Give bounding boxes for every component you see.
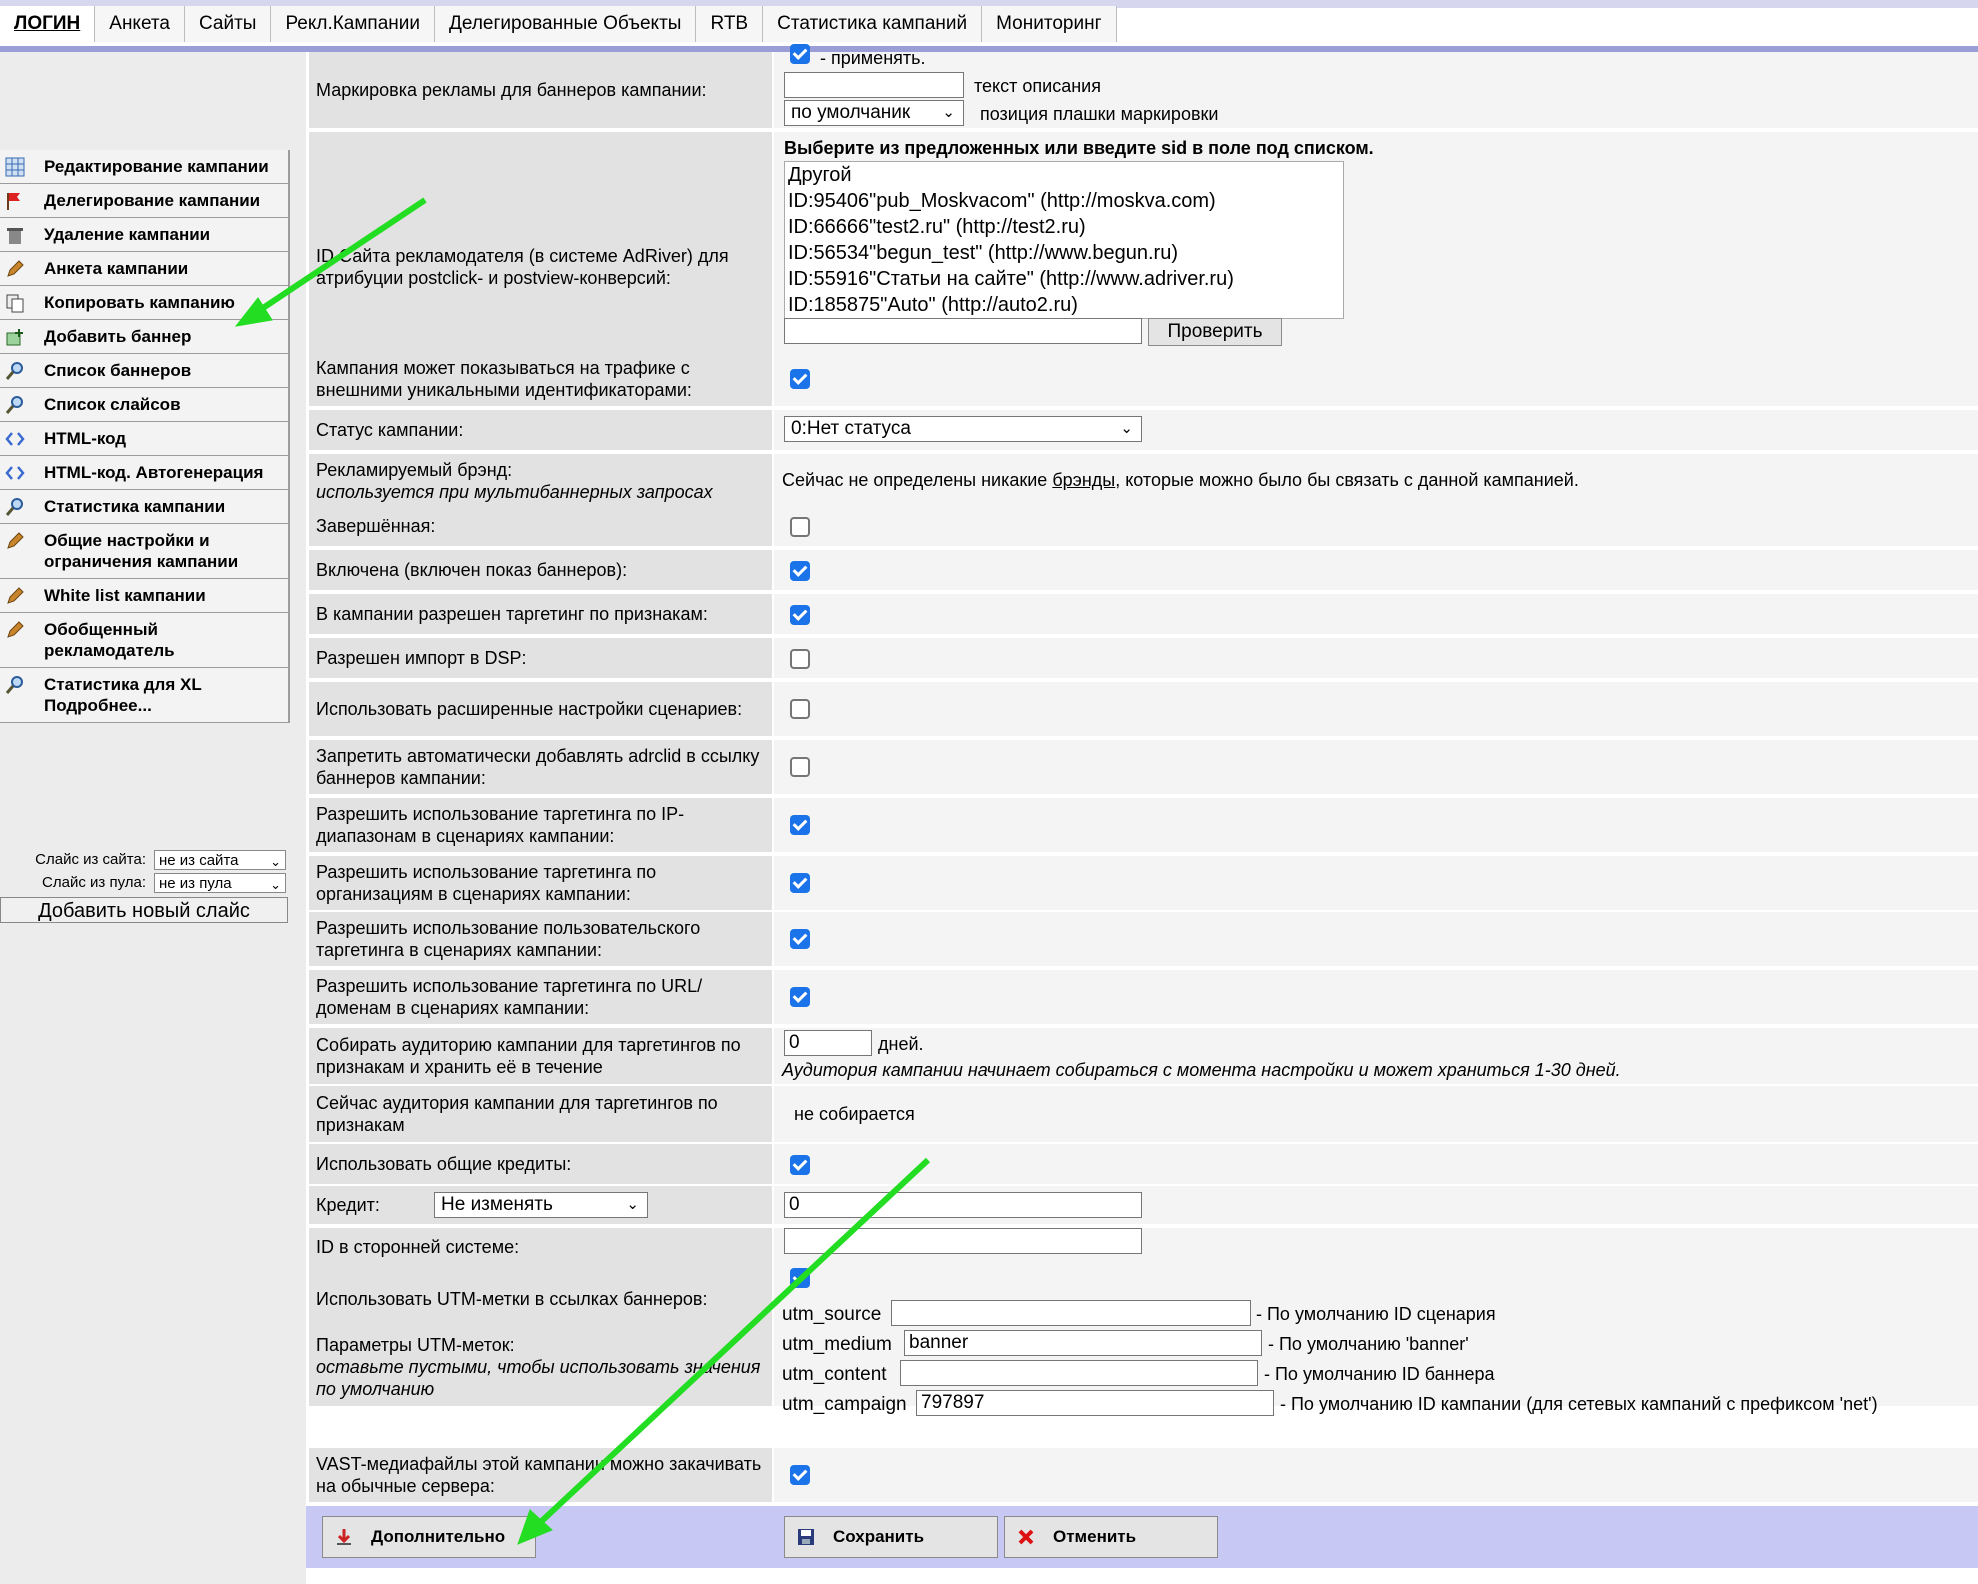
site-option[interactable]: ID:56534"begun_test" (http://www.begun.ru) (788, 242, 1178, 264)
targeting-label: В кампании разрешен таргетинг по признакам: (316, 604, 708, 624)
download-arrow-icon (335, 1528, 353, 1546)
pencil-icon (5, 620, 25, 640)
form-footer (306, 1506, 1978, 1568)
sidebar-item-label: Список баннеров (44, 361, 192, 380)
trash-icon (5, 225, 25, 245)
unique-ids-value-cell (774, 352, 1978, 406)
chevron-down-icon: ⌄ (942, 104, 955, 121)
adrclid-label-cell (309, 740, 772, 794)
row-audience-now (306, 1086, 1978, 1144)
row-targeting (306, 594, 1978, 636)
dsp-label: Разрешен импорт в DSP: (316, 648, 527, 668)
ext-id-label-cell (309, 1228, 772, 1266)
pencil-icon (5, 531, 25, 551)
sidebar-item-edit-campaign[interactable] (0, 150, 290, 184)
tab-campaigns[interactable]: Рекл.Кампании (271, 6, 435, 42)
credits-label: Использовать общие кредиты: (316, 1154, 572, 1174)
code-icon (5, 463, 25, 483)
user-value-cell (774, 912, 1978, 966)
brand-text-a: Сейчас не определены никакие (782, 470, 1053, 490)
row-user-targeting (306, 912, 1978, 968)
sidebar-item-label: Общие настройки и ограничения кампании (44, 531, 239, 571)
magnifier-icon (5, 675, 25, 695)
marking-value-cell (774, 48, 1978, 128)
ip-value-cell (774, 798, 1978, 852)
audience-now-value: не собирается (794, 1104, 915, 1124)
row-ip-targeting (306, 798, 1978, 854)
pencil-icon (5, 586, 25, 606)
row-unique-ids (306, 352, 1978, 408)
marking-apply-checkbox[interactable] (790, 44, 810, 64)
brand-sub-label: используется при мультибаннерных запросах (316, 482, 713, 502)
tab-monitoring[interactable]: Мониторинг (982, 6, 1116, 42)
row-brand (306, 454, 1978, 510)
row-org-targeting (306, 856, 1978, 912)
user-checkbox[interactable] (790, 929, 810, 949)
utm-source-input[interactable] (891, 1300, 1251, 1326)
user-label-cell (309, 912, 772, 966)
site-id-label: ID Сайта рекламодателя (в системе AdRiver) для атрибуции postclick- и postview-конверсий: (316, 246, 729, 288)
cancel-button-label: Отменить (1053, 1527, 1137, 1546)
sidebar-item-label: Анкета кампании (44, 259, 189, 278)
sidebar-item-label: Список слайсов (44, 395, 181, 414)
magnifier-icon (5, 497, 25, 517)
slice-from-site-select[interactable] (154, 850, 286, 870)
sidebar-item-label: Делегирование кампании (44, 191, 261, 210)
grid-icon (5, 157, 25, 177)
sidebar-item-add-banner[interactable] (0, 320, 290, 354)
credits-value-cell (774, 1144, 1978, 1184)
adrclid-checkbox[interactable] (790, 757, 810, 777)
site-option[interactable]: Другой (788, 164, 852, 186)
vast-value-cell (774, 1448, 1978, 1502)
pencil-icon (5, 259, 25, 279)
utm-checkbox[interactable] (790, 1268, 810, 1288)
audience-label: Собирать аудиторию кампании для таргетингов по признакам и хранить её в течение (316, 1035, 741, 1077)
tab-sites[interactable]: Сайты (185, 6, 271, 42)
ext-id-input[interactable] (784, 1228, 1142, 1254)
row-dsp (306, 638, 1978, 680)
ext-scen-checkbox[interactable] (790, 699, 810, 719)
brands-link[interactable]: брэнды (1052, 470, 1116, 490)
tab-rtb[interactable]: RTB (696, 6, 763, 42)
utm-content-input[interactable] (900, 1360, 1258, 1386)
code-icon (5, 429, 25, 449)
url-label-cell (309, 970, 772, 1024)
row-utm (306, 1262, 1978, 1415)
slice-from-pool-select[interactable] (154, 873, 286, 893)
utm-params-sub: оставьте пустыми, чтобы использовать значения по умолчанию (316, 1357, 761, 1399)
credits-checkbox[interactable] (790, 1155, 810, 1175)
org-checkbox[interactable] (790, 873, 810, 893)
unique-ids-label: Кампания может показываться на трафике с внешними уникальными идентификаторами: (316, 358, 692, 400)
row-url-targeting (306, 970, 1978, 1026)
red-x-icon (1017, 1528, 1035, 1546)
sidebar-item-label: HTML-код (44, 429, 127, 448)
save-button-label: Сохранить (833, 1527, 925, 1546)
marking-position-select[interactable] (784, 100, 964, 126)
cancel-button[interactable] (1004, 1516, 1218, 1558)
site-option[interactable]: ID:66666"test2.ru" (http://test2.ru) (788, 216, 1086, 238)
status-select[interactable] (784, 416, 1142, 442)
audience-now-label: Сейчас аудитория кампании для таргетингов по признакам (316, 1093, 718, 1135)
status-value: 0:Нет статуса (791, 418, 911, 439)
top-nav (0, 0, 1978, 50)
enabled-label: Включена (включен показ баннеров): (316, 560, 628, 580)
sidebar-item-html-autogen[interactable] (0, 456, 290, 490)
ext-id-label: ID в сторонней системе: (316, 1237, 520, 1257)
sidebar-item-label: White list кампании (44, 586, 206, 605)
sidebar-item-label: Копировать кампанию (44, 293, 235, 312)
completed-checkbox[interactable] (790, 517, 810, 537)
row-credit (306, 1186, 1978, 1226)
completed-label-cell (309, 506, 772, 546)
utm-campaign-input[interactable]: 797897 (916, 1390, 1274, 1416)
ext-scen-label: Использовать расширенные настройки сценариев: (316, 699, 743, 719)
credit-label: Кредит: (316, 1195, 380, 1215)
utm-campaign-key: utm_campaign (782, 1394, 907, 1415)
sidebar (0, 150, 290, 723)
audience-days-input[interactable]: 0 (784, 1030, 872, 1056)
chevron-down-icon: ⌄ (270, 876, 281, 892)
marking-position-label: позиция плашки маркировки (980, 104, 1219, 124)
site-id-hint: Выберите из предложенных или введите sid в поле под списком. (784, 138, 1374, 158)
flag-icon (5, 191, 25, 211)
slice-from-pool-value: не из пула (159, 874, 232, 892)
targeting-value-cell (774, 594, 1978, 634)
vast-label: VAST-медиафайлы этой кампании можно закачивать на обычные сервера: (316, 1454, 762, 1496)
dsp-checkbox[interactable] (790, 649, 810, 669)
slice-from-site-value: не из сайта (159, 851, 239, 869)
dsp-value-cell (774, 638, 1978, 678)
row-credits (306, 1144, 1978, 1186)
site-id-input[interactable] (784, 318, 1142, 344)
sidebar-item-label: Статистика кампании (44, 497, 226, 516)
ext-scen-label-cell (309, 682, 772, 736)
row-vast (306, 1448, 1978, 1504)
row-adrclid (306, 740, 1978, 796)
row-enabled (306, 550, 1978, 592)
add-slice-button[interactable]: Добавить новый слайс (0, 897, 288, 923)
completed-label: Завершённая: (316, 516, 436, 536)
slice-from-site-label: Слайс из сайта: (35, 851, 146, 868)
url-checkbox[interactable] (790, 987, 810, 1007)
utm-medium-key: utm_medium (782, 1334, 892, 1355)
user-label: Разрешить использование пользовательского таргетинга в сценариях кампании: (316, 918, 701, 960)
vast-checkbox[interactable] (790, 1465, 810, 1485)
audience-label-cell (309, 1028, 772, 1084)
site-option[interactable]: ID:55916"Статьи на сайте" (http://www.adriver.ru) (788, 268, 1234, 290)
sidebar-item-general-settings[interactable] (0, 524, 290, 579)
sidebar-item-label: Удаление кампании (44, 225, 211, 244)
audience-now-value-cell (774, 1086, 1978, 1142)
adrclid-value-cell (774, 740, 1978, 794)
save-button[interactable] (784, 1516, 998, 1558)
campaign-form (306, 48, 1978, 1584)
sidebar-item-label: Редактирование кампании (44, 157, 269, 176)
tab-login[interactable]: ЛОГИН (0, 6, 95, 42)
chevron-down-icon: ⌄ (1120, 420, 1133, 437)
sidebar-item-copy-campaign[interactable] (0, 286, 290, 320)
add-banner-icon (5, 327, 25, 347)
status-label-cell (309, 410, 772, 450)
credit-mode-select[interactable] (434, 1192, 648, 1218)
utm-campaign-hint: - По умолчанию ID кампании (для сетевых кампаний с префиксом 'net') (1280, 1394, 1878, 1414)
marking-desc-input[interactable] (784, 72, 964, 98)
enabled-checkbox[interactable] (790, 561, 810, 581)
utm-label: Использовать UTM-метки в ссылках баннеров: (316, 1289, 708, 1309)
sidebar-item-label: Статистика для XL Подробнее... (44, 675, 202, 715)
utm-medium-input[interactable]: banner (904, 1330, 1262, 1356)
slice-from-pool-label: Слайс из пула: (42, 874, 146, 891)
more-button-label: Дополнительно (371, 1527, 506, 1546)
dsp-label-cell (309, 638, 772, 678)
site-option[interactable]: ID:185875"Auto" (http://auto2.ru) (788, 294, 1078, 316)
chevron-down-icon: ⌄ (626, 1196, 639, 1213)
credit-mode-value: Не изменять (441, 1194, 553, 1215)
chevron-down-icon: ⌄ (270, 853, 281, 869)
audience-unit: дней. (878, 1034, 924, 1054)
org-label-cell (309, 856, 772, 910)
row-extended-scenarios (306, 682, 1978, 738)
org-label: Разрешить использование таргетинга по организациям в сценариях кампании: (316, 862, 657, 904)
row-status (306, 410, 1978, 452)
marking-desc-label: текст описания (974, 76, 1101, 96)
slice-controls (0, 848, 290, 923)
marking-apply-text: - применять. (820, 48, 926, 68)
site-id-listbox[interactable] (784, 161, 1344, 319)
sidebar-item-xl-stats[interactable] (0, 668, 290, 723)
ip-checkbox[interactable] (790, 815, 810, 835)
ip-label-cell (309, 798, 772, 852)
sidebar-item-banner-list[interactable] (0, 354, 290, 388)
utm-label-cell (309, 1262, 772, 1406)
url-value-cell (774, 970, 1978, 1024)
brand-label-cell (309, 454, 772, 508)
sidebar-item-campaign-form[interactable] (0, 252, 290, 286)
utm-source-hint: - По умолчанию ID сценария (1256, 1304, 1496, 1324)
check-button[interactable]: Проверить (1148, 318, 1282, 346)
url-label: Разрешить использование таргетинга по URL/доменам в сценариях кампании: (316, 976, 703, 1018)
utm-params-label: Параметры UTM-меток: (316, 1335, 515, 1355)
row-audience (306, 1028, 1978, 1086)
credit-value-input[interactable]: 0 (784, 1192, 1142, 1218)
tab-anketa[interactable]: Анкета (95, 6, 185, 42)
sidebar-item-campaign-stats[interactable] (0, 490, 290, 524)
marking-label: Маркировка рекламы для баннеров кампании: (316, 80, 707, 100)
vast-label-cell (309, 1448, 772, 1502)
sidebar-item-delete-campaign[interactable] (0, 218, 290, 252)
sidebar-item-generic-advertiser[interactable] (0, 613, 290, 668)
brand-text (782, 470, 1579, 491)
sidebar-item-whitelist[interactable] (0, 579, 290, 613)
row-marking (306, 48, 1978, 130)
completed-value-cell (774, 506, 1978, 546)
marking-label-cell (309, 52, 772, 128)
audience-note: Аудитория кампании начинает собираться с момента настройки и может храниться 1-30 дней. (782, 1060, 1621, 1080)
utm-content-key: utm_content (782, 1364, 887, 1385)
tab-bar (0, 6, 1117, 44)
utm-medium-hint: - По умолчанию 'banner' (1268, 1334, 1469, 1354)
enabled-value-cell (774, 550, 1978, 590)
site-option[interactable]: ID:95406"pub_Moskvacom" (http://moskva.com) (788, 190, 1216, 212)
utm-source-key: utm_source (782, 1304, 882, 1325)
floppy-disk-icon (797, 1528, 815, 1546)
sidebar-item-slice-list[interactable] (0, 388, 290, 422)
credits-label-cell (309, 1144, 772, 1184)
tab-campaign-stats[interactable]: Статистика кампаний (763, 6, 982, 42)
row-completed (306, 506, 1978, 548)
enabled-label-cell (309, 550, 772, 590)
magnifier-icon (5, 361, 25, 381)
sidebar-item-label: Обобщенный рекламодатель (44, 620, 175, 660)
targeting-checkbox[interactable] (790, 605, 810, 625)
targeting-label-cell (309, 594, 772, 634)
magnifier-icon (5, 395, 25, 415)
brand-text-b: , которые можно было бы связать с данной кампанией. (1115, 470, 1579, 490)
adrclid-label: Запретить автоматически добавлять adrclid в ссылку баннеров кампании: (316, 746, 760, 788)
ip-label: Разрешить использование таргетинга по IP-диапазонам в сценариях кампании: (316, 804, 685, 846)
marking-position-value: по умолчаник (791, 102, 911, 123)
status-label: Статус кампании: (316, 420, 464, 440)
org-value-cell (774, 856, 1978, 910)
utm-content-hint: - По умолчанию ID баннера (1264, 1364, 1495, 1384)
brand-label: Рекламируемый брэнд: (316, 460, 513, 480)
sidebar-item-delegate-campaign[interactable] (0, 184, 290, 218)
ext-scen-value-cell (774, 682, 1978, 736)
unique-ids-checkbox[interactable] (790, 369, 810, 389)
audience-now-label-cell (309, 1086, 772, 1142)
sidebar-item-label: HTML-код. Автогенерация (44, 463, 264, 482)
unique-ids-label-cell (309, 352, 772, 406)
sidebar-item-label: Добавить баннер (44, 327, 192, 346)
more-button[interactable] (322, 1516, 536, 1558)
tab-delegated[interactable]: Делегированные Объекты (435, 6, 696, 42)
copy-icon (5, 293, 25, 313)
sidebar-item-html-code[interactable] (0, 422, 290, 456)
